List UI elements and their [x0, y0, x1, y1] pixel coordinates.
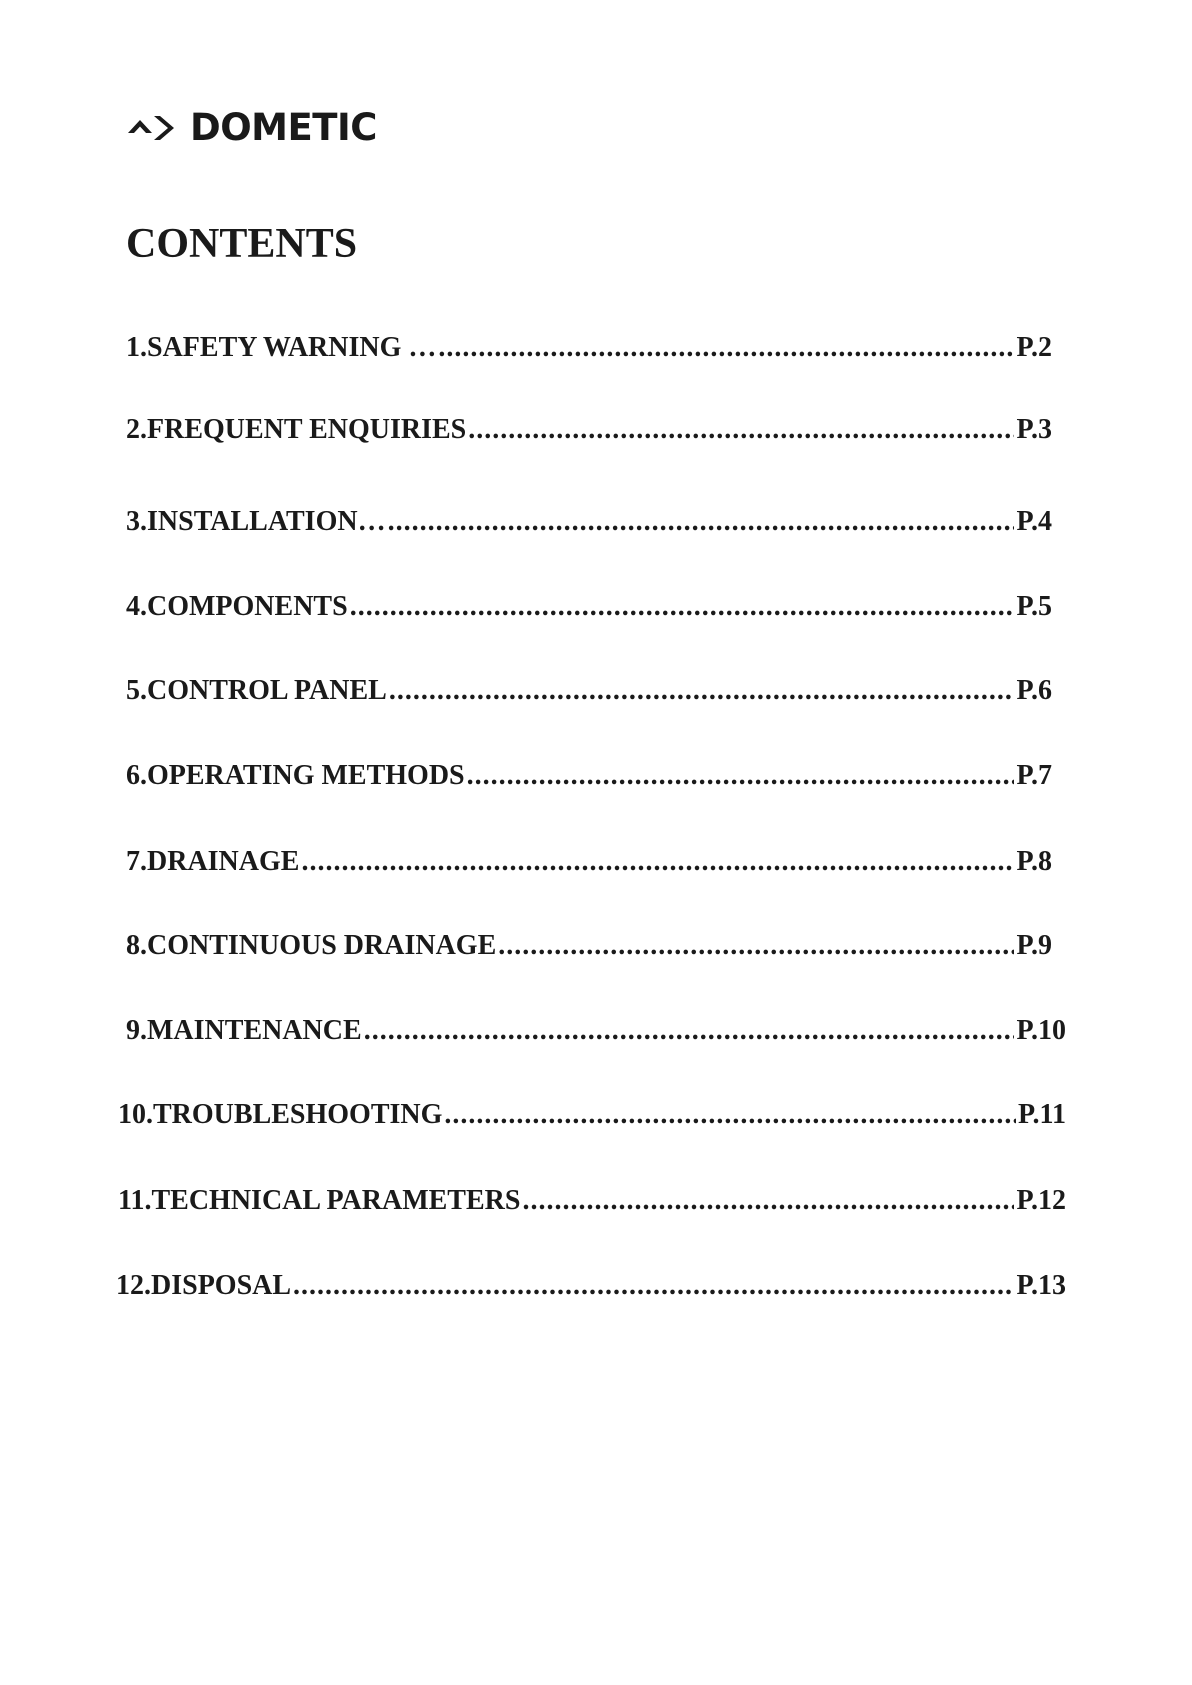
toc-label: DRAINAGE — [147, 846, 300, 877]
toc-leader-dots — [364, 1011, 1015, 1051]
toc-label: INSTALLATION… — [147, 506, 386, 537]
toc-page-number: P.6 — [1016, 675, 1052, 706]
toc-page-number: P.11 — [1018, 1099, 1066, 1130]
toc-number: 9. — [126, 1015, 147, 1046]
toc-label: TECHNICAL PARAMETERS — [151, 1185, 521, 1216]
toc-label: TROUBLESHOOTING — [153, 1099, 443, 1130]
toc-leader-dots — [438, 328, 1014, 368]
toc-leader-dots — [389, 671, 1015, 711]
toc-leader-dots — [468, 410, 1014, 450]
toc-page-number: P.7 — [1016, 760, 1052, 791]
toc-number: 11. — [118, 1185, 152, 1216]
toc-leader-dots — [293, 1266, 1014, 1306]
toc-number: 4. — [126, 591, 147, 622]
toc-entry-control-panel — [126, 671, 1052, 711]
toc-leader-dots — [388, 502, 1015, 542]
toc-leader-dots — [522, 1181, 1014, 1221]
toc-leader-dots — [350, 587, 1015, 627]
toc-leader-dots — [498, 926, 1014, 966]
toc-page-number: P.8 — [1016, 846, 1052, 877]
toc-page-number: P.2 — [1016, 332, 1052, 363]
toc-page-number: P.10 — [1016, 1015, 1066, 1046]
page-title: CONTENTS — [126, 221, 358, 267]
toc-page-number: P.3 — [1016, 414, 1052, 445]
toc-label: MAINTENANCE — [147, 1015, 362, 1046]
toc-label: DISPOSAL — [151, 1270, 292, 1301]
toc-number: 12. — [116, 1270, 151, 1301]
toc-page-number: P.9 — [1016, 930, 1052, 961]
toc-entry-troubleshooting — [118, 1095, 1066, 1135]
toc-label: CONTINUOUS DRAINAGE — [147, 930, 497, 961]
toc-label: FREQUENT ENQUIRIES — [147, 414, 467, 445]
toc-number: 10. — [118, 1099, 153, 1130]
toc-entry-safety-warning — [126, 328, 1052, 368]
toc-entry-operating-methods — [126, 756, 1052, 796]
toc-entry-drainage — [126, 842, 1052, 882]
toc-label: SAFETY WARNING … — [147, 332, 437, 363]
toc-entry-disposal — [116, 1266, 1066, 1306]
toc-number: 2. — [126, 414, 147, 445]
toc-page-number: P.12 — [1016, 1185, 1066, 1216]
toc-label: CONTROL PANEL — [147, 675, 387, 706]
toc-entry-installation — [126, 502, 1052, 542]
toc-number: 5. — [126, 675, 147, 706]
toc-entry-technical-parameters — [118, 1181, 1066, 1221]
brand-logo — [126, 108, 377, 148]
toc-number: 6. — [126, 760, 147, 791]
toc-label: OPERATING METHODS — [147, 760, 465, 791]
toc-entry-components — [126, 587, 1052, 627]
toc-page-number: P.5 — [1016, 591, 1052, 622]
toc-leader-dots — [301, 842, 1014, 882]
toc-number: 3. — [126, 506, 147, 537]
brand-name: DOMETIC — [190, 106, 377, 149]
dometic-chevron-mark-icon — [126, 111, 186, 145]
toc-entry-frequent-enquiries — [126, 410, 1052, 450]
toc-label: COMPONENTS — [147, 591, 348, 622]
toc-entry-maintenance — [126, 1011, 1066, 1051]
toc-entry-continuous-drainage — [126, 926, 1052, 966]
toc-page-number: P.4 — [1016, 506, 1052, 537]
toc-number: 7. — [126, 846, 147, 877]
toc-number: 1. — [126, 332, 147, 363]
toc-page-number: P.13 — [1016, 1270, 1066, 1301]
toc-leader-dots — [467, 756, 1015, 796]
toc-number: 8. — [126, 930, 147, 961]
toc-leader-dots — [444, 1095, 1016, 1135]
